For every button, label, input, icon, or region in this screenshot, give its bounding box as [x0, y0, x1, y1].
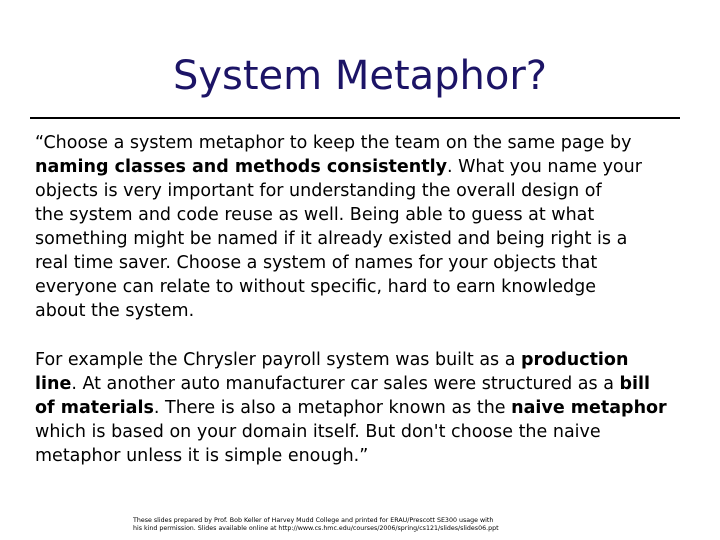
paragraph1-line: objects is very important for understanding the overall design of [35, 181, 602, 201]
paragraph1-line: the system and code reuse as well. Being able to guess at what [35, 205, 595, 225]
paragraph2-line [35, 372, 685, 396]
title-divider [30, 117, 680, 119]
paragraph-system-metaphor [35, 131, 685, 323]
paragraph1-text: . What you name your [447, 157, 642, 177]
paragraph1-line: real time saver. Choose a system of names for your objects that [35, 253, 598, 273]
paragraph2-text: . There is also a metaphor known as the [153, 398, 512, 418]
paragraph1-line [35, 155, 685, 179]
emphasis-line: line [35, 374, 72, 394]
emphasis-naive-metaphor: naive metaphor [511, 398, 667, 418]
emphasis-production: production [521, 350, 629, 370]
paragraph2-line: metaphor unless it is simple enough.” [35, 446, 369, 466]
paragraph2-line [35, 396, 685, 420]
emphasis-bill: bill [619, 374, 651, 394]
paragraph2-text: . At another auto manufacturer car sales were structured as a [71, 374, 620, 394]
paragraph1-line: about the system. [35, 301, 195, 321]
footer-line: his kind permission. Slides available online at http://www.cs.hmc.edu/courses/2006/spring/cs121/slides/slides06.ppt [133, 525, 499, 532]
paragraph2-line [35, 348, 685, 372]
slide-footer-credit [133, 517, 603, 533]
paragraph-examples [35, 348, 685, 468]
emphasis-of-materials: of materials [35, 398, 154, 418]
paragraph1-line: something might be named if it already existed and being right is a [35, 229, 628, 249]
footer-line: These slides prepared by Prof. Bob Keller of Harvey Mudd College and printed for ERAU/Prescott SE300 usage with [133, 517, 494, 524]
paragraph1-line: everyone can relate to without specific, hard to earn knowledge [35, 277, 597, 297]
paragraph2-text: For example the Chrysler payroll system was built as a [35, 350, 522, 370]
slide-title: System Metaphor? [172, 53, 548, 99]
emphasis-naming-classes: naming classes and methods consistently [35, 157, 447, 177]
paragraph2-line: which is based on your domain itself. But don't choose the naive [35, 422, 601, 442]
paragraph1-line: “Choose a system metaphor to keep the team on the same page by [35, 133, 632, 153]
